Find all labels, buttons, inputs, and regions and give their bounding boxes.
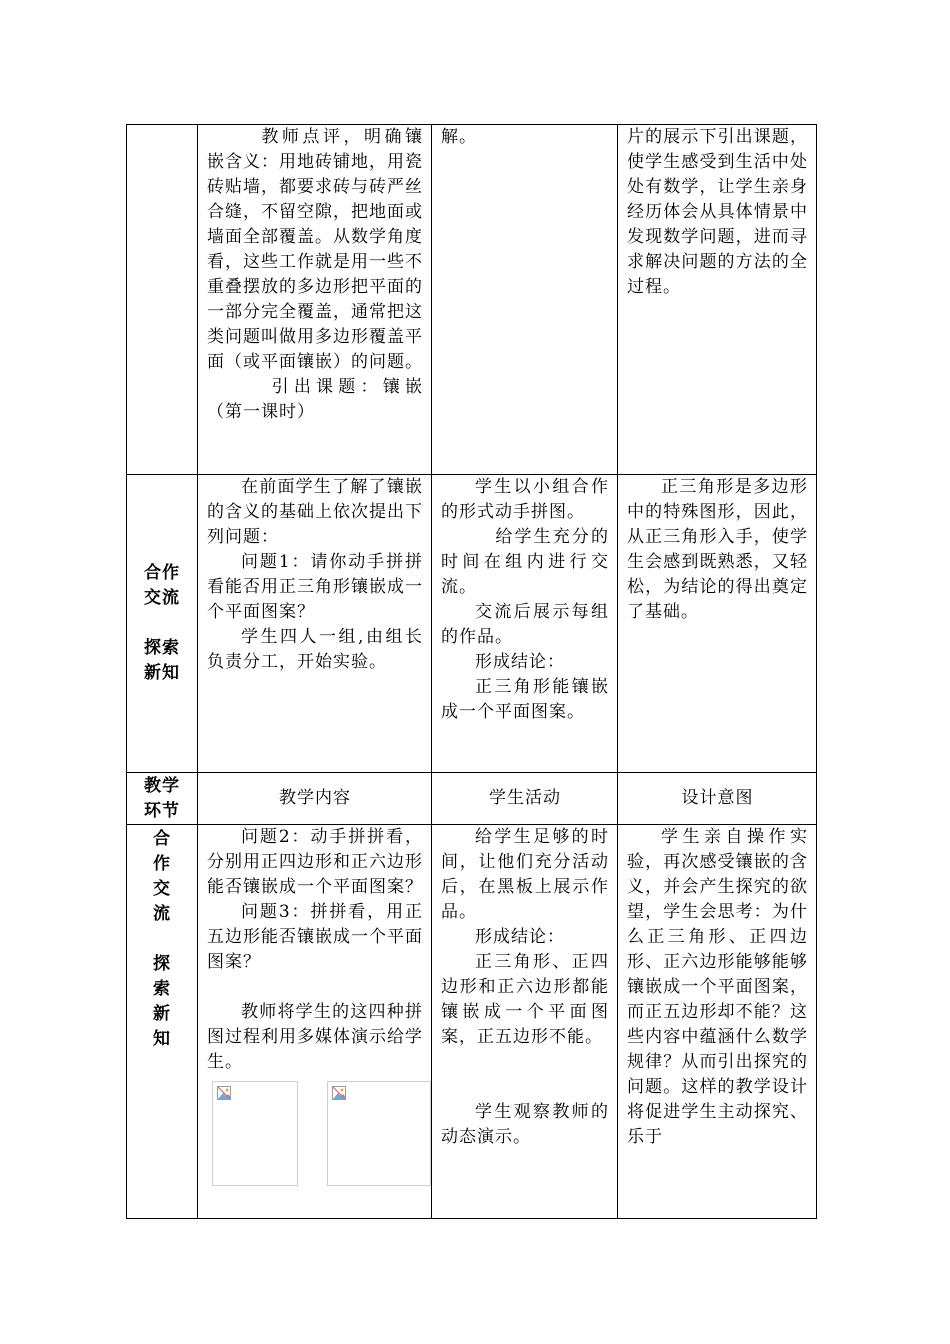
activity-cell	[432, 825, 618, 1219]
header-activity: 学生活动	[432, 773, 618, 825]
intent-cell	[618, 475, 817, 773]
broken-image-icon	[332, 1086, 346, 1100]
image-placeholder	[212, 1081, 298, 1186]
activity-paragraph: 形成结论：	[475, 652, 565, 672]
stage-label: 交流	[144, 588, 180, 608]
table-row	[127, 125, 817, 475]
activity-paragraph: 正三角形能镶嵌成一个平面图案。	[441, 677, 609, 722]
intent-paragraph: 学生亲自操作实验，再次感受镶嵌的含义，并会产生探究的欲望，学生会思考：为什么正三角形、正四边形、正六边形能够能够镶嵌成一个平面图案，而正五边形却不能？这些内容中蕴涵什么数学规律？从而引出探究的问题。这样的教学设计将促进学生主动探究、乐于	[627, 827, 808, 1147]
content-paragraph: 教师点评，明确镶嵌含义：用地砖铺地，用瓷砖贴墙，都要求砖与砖严丝合缝，不留空隙，把地面或墙面全部覆盖。从数学角度看，这些工作就是用一些不重叠摆放的多边形把平面的一部分完全覆盖，通常把这类问题叫做用多边形覆盖平面（或平面镶嵌）的问题。	[207, 127, 423, 372]
header-stage	[127, 773, 198, 825]
content-cell	[198, 475, 432, 773]
stage-char: 合	[153, 829, 171, 849]
intent-paragraph: 正三角形是多边形中的特殊图形，因此，从正三角形入手，使学生会感到既熟悉，又轻松，为结论的得出奠定了基础。	[627, 477, 808, 622]
content-paragraph: 问题2：动手拼拼看，分别用正四边形和正六边形能否镶嵌成一个平面图案？	[207, 827, 423, 897]
table-row	[127, 825, 817, 1219]
activity-paragraph: 学生观察教师的动态演示。	[441, 1102, 609, 1147]
activity-paragraph: 给学生足够的时间，让他们充分活动后，在黑板上展示作品。	[441, 827, 609, 922]
content-paragraph: 在前面学生了解了镶嵌的含义的基础上依次提出下列问题：	[207, 477, 423, 547]
stage-cell	[127, 125, 198, 475]
stage-char: 索	[153, 979, 171, 999]
stage-label: 探索	[144, 638, 180, 658]
table-row	[127, 475, 817, 773]
intent-paragraph: 片的展示下引出课题，使学生感受到生活中处处有数学，让学生亲身经历体会从具体情景中发现数学问题，进而寻求解决问题的方法的全过程。	[627, 127, 808, 297]
content-paragraph: 问题1：请你动手拼拼看能否用正三角形镶嵌成一个平面图案？	[207, 552, 423, 622]
stage-char: 知	[153, 1029, 171, 1049]
stage-char: 流	[153, 904, 171, 924]
activity-cell	[432, 125, 618, 475]
content-paragraph: 学生四人一组,由组长负责分工，开始实验。	[207, 627, 423, 672]
lesson-plan-table	[126, 124, 817, 1219]
table-header-row	[127, 773, 817, 825]
stage-label: 合作	[144, 563, 180, 583]
activity-paragraph: 学生以小组合作的形式动手拼图。	[441, 477, 609, 522]
stage-cell	[127, 825, 198, 1219]
header-content: 教学内容	[198, 773, 432, 825]
header-stage-label: 环节	[144, 800, 180, 821]
activity-paragraph: 给学生充分的时间在组内进行交流。	[441, 527, 609, 597]
activity-cell	[432, 475, 618, 773]
broken-image-icon	[217, 1086, 231, 1100]
intent-cell	[618, 125, 817, 475]
header-intent: 设计意图	[618, 773, 817, 825]
content-paragraph: 教师将学生的这四种拼图过程利用多媒体演示给学生。	[207, 1002, 423, 1072]
activity-paragraph: 正三角形、正四边形和正六边形都能镶嵌成一个平面图案，正五边形不能。	[441, 952, 609, 1047]
activity-paragraph: 解。	[441, 127, 477, 147]
intent-cell	[618, 825, 817, 1219]
content-cell	[198, 125, 432, 475]
content-cell	[198, 825, 432, 1219]
content-paragraph: 问题3：拼拼看，用正五边形能否镶嵌成一个平面图案？	[207, 902, 423, 972]
stage-char: 新	[153, 1004, 171, 1024]
stage-cell	[127, 475, 198, 773]
activity-paragraph: 交流后展示每组的作品。	[441, 602, 609, 647]
stage-char: 交	[153, 879, 171, 899]
stage-label: 新知	[144, 663, 180, 683]
stage-char: 探	[153, 954, 171, 974]
image-placeholder	[327, 1081, 431, 1186]
activity-paragraph: 形成结论：	[475, 927, 565, 947]
header-stage-label: 教学	[144, 775, 180, 796]
image-placeholders	[207, 1075, 423, 1180]
stage-char: 作	[153, 854, 171, 874]
content-paragraph: 引出课题：镶嵌（第一课时）	[207, 377, 423, 422]
